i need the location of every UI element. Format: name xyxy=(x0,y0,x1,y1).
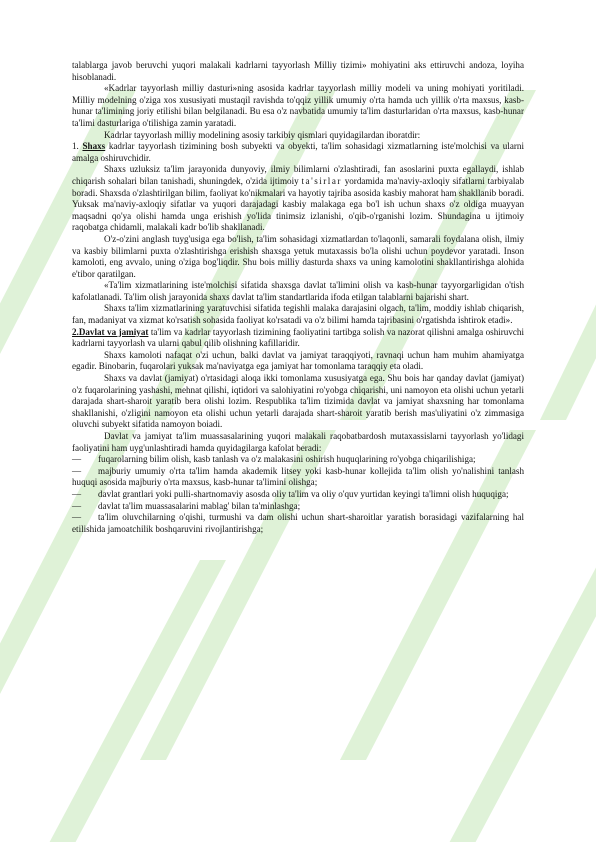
list-item xyxy=(72,489,524,501)
item-number: 1. xyxy=(72,141,79,152)
list-item xyxy=(72,512,524,535)
paragraph-national-program: «Kadrlar tayyorlash milliy dasturi»ning asosida kadrlar tayyorlash milliy modeli va uning mohiyati yoritiladi. Milliy modelning o'ziga xos xususiyati mustaqil ravishda to'qqiz yillik umumiy o'rta hamda uch yillik o'rta maxsus, kasb-hunar ta'limining joriy etilishi bilan belgilanadi. Bu esa o'z navbatida umumiy ta'lim dasturlaridan o'rta maxsus, kasb-hunar ta'limi dasturlariga o'tilishiga zamin yaratadi. xyxy=(72,83,524,128)
paragraph-state-society xyxy=(72,327,524,350)
list-item-text: majburiy umumiy o'rta ta'lim hamda akademik litsey yoki kasb-hunar kollejida ta'lim olish yo'nalishini tanlash huquqi asosida majburiy o'rta maxsus, kasb-hunar ta'limini olishga; xyxy=(72,465,524,488)
paragraph-development: Shaxs kamoloti nafaqat o'zi uchun, balki davlat va jamiyat taraqqiyoti, ravnaqi uchun ham muhim ahamiyatga egadir. Binobarin, fuqarolari yuksak ma'naviyatga ega jamiyat har tomonlama taraqqiy eta oladi. xyxy=(72,349,524,372)
dash-marker: — xyxy=(72,488,82,499)
paragraph-shaxs-education xyxy=(72,164,524,234)
paragraph-shaxs-definition xyxy=(72,141,524,164)
paragraph-self-awareness: O'z-o'zini anglash tuyg'usiga ega bo'lish, ta'lim sohasidagi xizmatlardan to'laqonli, samarali foydalana olish, ilmiy va kasbiy bilimlarni puxta o'zlashtirishga erishish shaxsga yetuk mutaxassis bo'la olishi uchun poydevor yaratadi. Inson kamoloti, eng avvalo, uning o'ziga bog'liqdir. Shu bois milliy dasturda shaxs va uning kamolotini shakllantirishga alohida e'tibor qaratilgan. xyxy=(72,233,524,279)
watermark-stroke xyxy=(40,560,226,842)
term-shaxs: Shaxs xyxy=(82,141,106,152)
list-item-text: davlat grantlari yoki pulli-shartnomaviy asosda oliy ta'lim va oliy o'quv yurtidan keyingi ta'limni olish huquqiga; xyxy=(98,488,509,499)
paragraph-intro: talablarga javob beruvchi yuqori malakali kadrlarni tayyorlash Milliy tizimi» mohiyatini aks ettiruvchi andoza, loyiha hisoblanadi. xyxy=(72,60,524,82)
term-davlat-jamiyat: 2.Davlat va jamiyat xyxy=(72,326,149,337)
list-item-text: ta'lim oluvchilarning o'qishi, turmushi va dam olishi uchun shart-sharoitlar yaratish borasidagi vazifalarning hal etilishida jamoatchilik boshqaruvini rivojlantirishga; xyxy=(72,512,524,534)
dash-marker: — xyxy=(72,465,82,476)
paragraph-consumer: «Ta'lim xizmatlarining iste'molchisi sifatida shaxsga davlat ta'limini olish va kasb-hunar tayyorgarligidan o'tish kafolatlanadi. Ta'lim olish jarayonida shaxs davlat ta'lim standartlarida ifoda etilgan talablarni bajarishi shart. xyxy=(72,280,524,302)
text-part: yordamida ma'naviy-axloqiy sifatlarni tarbiyalab boradi. Shaxsda o'zlashtirilgan bilim, faoliyat ko'nikmalari va hayotiy tajriba asosida kasbiy mahorat ham shakllanib boradi. Yuksak ma'naviy-axloqiy sifatlar va yuqori darajadagi kasbiy malakaga ega bo'l ish uchun shaxs o'z oldiga muayyan maqsadni qo'ya olishi hamda unga erishish yo'lida tinimsiz izlanishi, o'qib-o'rganishi lozim. Shundagina u ijtimoiy raqobatga chidamli, malakali kadr bo'lib shakllanadi. xyxy=(72,175,524,233)
document-page xyxy=(72,60,524,535)
list-item xyxy=(72,466,524,489)
paragraph-guarantees: Davlat va jamiyat ta'lim muassasalarining yuqori malakali raqobatbardosh mutaxassislarni tayyorlash yo'lidagi faoliyatini ham uyg'unlashtiradi hamda quyidagilarga kafolat beradi: xyxy=(72,431,524,453)
dash-marker: — xyxy=(72,454,82,465)
watermark-stroke xyxy=(540,90,596,420)
paragraph-model-components: Kadrlar tayyorlash milliy modelining asosiy tarkibiy qismlari quyidagilardan iboratdir: xyxy=(104,129,421,140)
definition-text: kadrlar tayyorlash tizimining bosh subyekti va obyekti, ta'lim sohasidagi xizmatlarning iste'molchisi va ularni amalga oshiruvchidir. xyxy=(72,141,524,163)
definition-text: ta'lim va kadrlar tayyorlash tizimining faoliyatini tartibga solish va nazorat qilishni amalga oshiruvchi kadrlarni tayyorlash va ularni qabul qilib olishning kafillaridir. xyxy=(72,326,524,349)
list-item-text: davlat ta'lim muassasalarini mablag' bilan ta'minlashga; xyxy=(98,500,301,511)
list-item-text: fuqarolarning bilim olish, kasb tanlash va o'z malakasini oshirish huquqlarining ro'yobga chiqarilishiga; xyxy=(98,454,476,465)
watermark-stroke xyxy=(440,560,596,842)
spaced-word: ta'sirlar xyxy=(301,175,342,186)
list-item xyxy=(72,454,524,466)
list-item xyxy=(72,501,524,513)
paragraph-creator: Shaxs ta'lim xizmatlarining yaratuvchisi sifatida tegishli malaka darajasini olgach, ta'lim, moddiy ishlab chiqarish, fan, madaniyat va xizmat ko'rsatish sohasida faoliyat ko'rsatadi va o'z bilimi hamda tajribasini o'rgatishda ishtirok etadi». xyxy=(72,303,524,326)
dash-marker: — xyxy=(72,512,82,523)
text-part: Shaxs uzluksiz ta'lim jarayonida dunyoviy, ilmiy bilimlarni o'zlashtiradi, fan asoslarini puxta egallaydi, ishlab chiqarish sohalari bilan tanishadi, shuningdek, o'zida ijtimoiy xyxy=(72,164,524,186)
dash-marker: — xyxy=(72,500,82,511)
paragraph-relationship: Shaxs va davlat (jamiyat) o'rtasidagi aloqa ikki tomonlama xususiyatga ega. Shu bois har qanday davlat (jamiyat) o'z fuqarolarining yashashi, mehnat qilishi, iqtidori va salohiyatini ro'yobga chiqarishi, uni namoyon eta olishi uchun yetarli darajada shart-sharoit yaratib bera olishi lozim. Respublika ta'lim tizimida davlat va jamiyat shaxsning har tomonlama shakllanishi, o'zligini namoyon eta olishi uchun yetarli darajada shart-sharoit yaratib berish mas'uliyatini o'z zimmasiga oluvchi subyekt sifatida namoyon boiadi. xyxy=(72,373,524,430)
